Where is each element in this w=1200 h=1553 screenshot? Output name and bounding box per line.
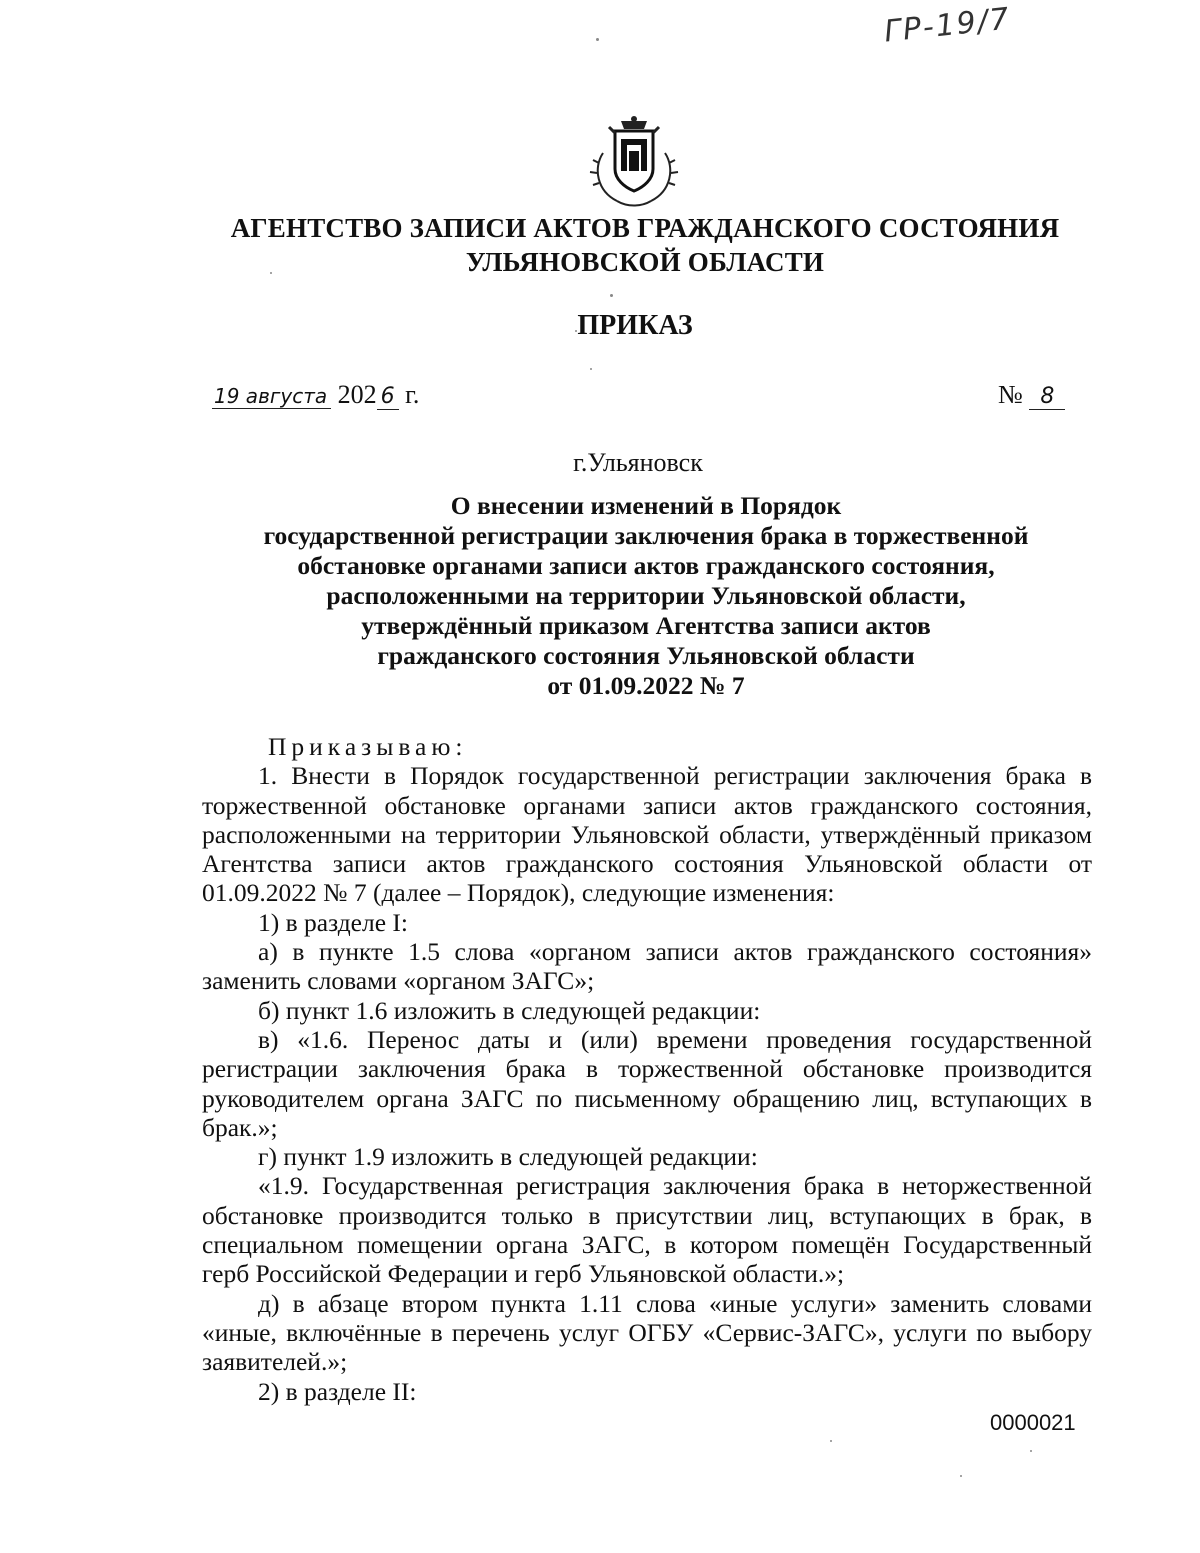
handwritten-reference: ГР-19/7 <box>882 1 1013 50</box>
city: г.Ульяновск <box>573 448 703 477</box>
subject-line: О внесении изменений в Порядок <box>450 491 842 520</box>
scan-speck <box>270 272 272 274</box>
order-subject <box>236 491 1056 701</box>
agency-line-2: УЛЬЯНОВСКОЙ ОБЛАСТИ <box>465 247 825 277</box>
paragraph: в) «1.6. Перенос даты и (или) времени проведения государственной регистрации заключения брака в торжественной обстановке производится руководителем органа ЗАГС по письменному обращению лиц, вступающих в брак.»; <box>202 1024 1092 1142</box>
paragraph: б) пункт 1.6 изложить в следующей редакции: <box>258 995 761 1025</box>
paragraph: «1.9. Государственная регистрация заключения брака в неторжественной обстановке производится только в присутствии лиц, вступающих в брак, в специальном помещении органа ЗАГС, в котором помещён Государственный герб Российской Федерации и герб Ульяновской области.»; <box>202 1171 1092 1289</box>
paragraph: 1) в разделе I: <box>258 907 408 937</box>
order-body <box>202 732 1092 1406</box>
subject-line: утверждённый приказом Агентства записи актов <box>361 611 931 640</box>
date-year-prefix: 202 <box>337 380 377 409</box>
scan-speck <box>610 294 613 297</box>
date-day-month: 19 августа <box>212 384 331 409</box>
scan-speck <box>830 1440 832 1442</box>
paragraph: а) в пункте 1.5 слова «органом записи актов гражданского состояния» заменить словами «органом ЗАГС»; <box>202 937 1092 996</box>
agency-line-1: АГЕНТСТВО ЗАПИСИ АКТОВ ГРАЖДАНСКОГО СОСТОЯНИЯ <box>230 213 1060 243</box>
paragraph: 1. Внести в Порядок государственной регистрации заключения брака в торжественной обстановке органами записи актов гражданского состояния, расположенными на территории Ульяновской области, утверждённый приказом Агентства записи актов гражданского состояния Ульяновской области от 01.09.2022 № 7 (далее – Порядок), следующие изменения: <box>202 761 1092 908</box>
subject-line: обстановке органами записи актов гражданского состояния, <box>297 551 995 580</box>
scan-speck <box>596 38 599 41</box>
order-number <box>998 380 1065 410</box>
scan-speck <box>1030 1450 1032 1452</box>
subject-line: расположенными на территории Ульяновской области, <box>326 581 966 610</box>
paragraph: д) в абзаце втором пункта 1.11 слова «иные услуги» заменить словами «иные, включённые в перечень услуг ОГБУ «Сервис-ЗАГС», услуги по выбору заявителей.»; <box>202 1288 1092 1377</box>
scan-speck <box>960 1475 962 1477</box>
agency-name <box>0 211 1200 279</box>
coat-of-arms-emblem <box>583 113 685 209</box>
preamble: Приказываю: <box>268 732 468 761</box>
document-type: ПРИКАЗ <box>577 310 693 341</box>
subject-line: государственной регистрации заключения брака в торжественной <box>263 521 1029 550</box>
date-year-suffix: 6 <box>377 384 399 410</box>
scan-speck <box>575 330 577 332</box>
page-number: 0000021 <box>990 1410 1076 1435</box>
scan-speck <box>590 368 592 370</box>
order-date <box>212 380 419 410</box>
subject-line: гражданского состояния Ульяновской области <box>377 641 915 670</box>
date-suffix: г. <box>405 380 420 409</box>
number-label: № <box>998 380 1023 409</box>
paragraph: г) пункт 1.9 изложить в следующей редакции: <box>258 1142 758 1172</box>
number-value: 8 <box>1029 384 1065 410</box>
paragraph: 2) в разделе II: <box>258 1376 417 1406</box>
subject-line: от 01.09.2022 № 7 <box>547 671 745 700</box>
